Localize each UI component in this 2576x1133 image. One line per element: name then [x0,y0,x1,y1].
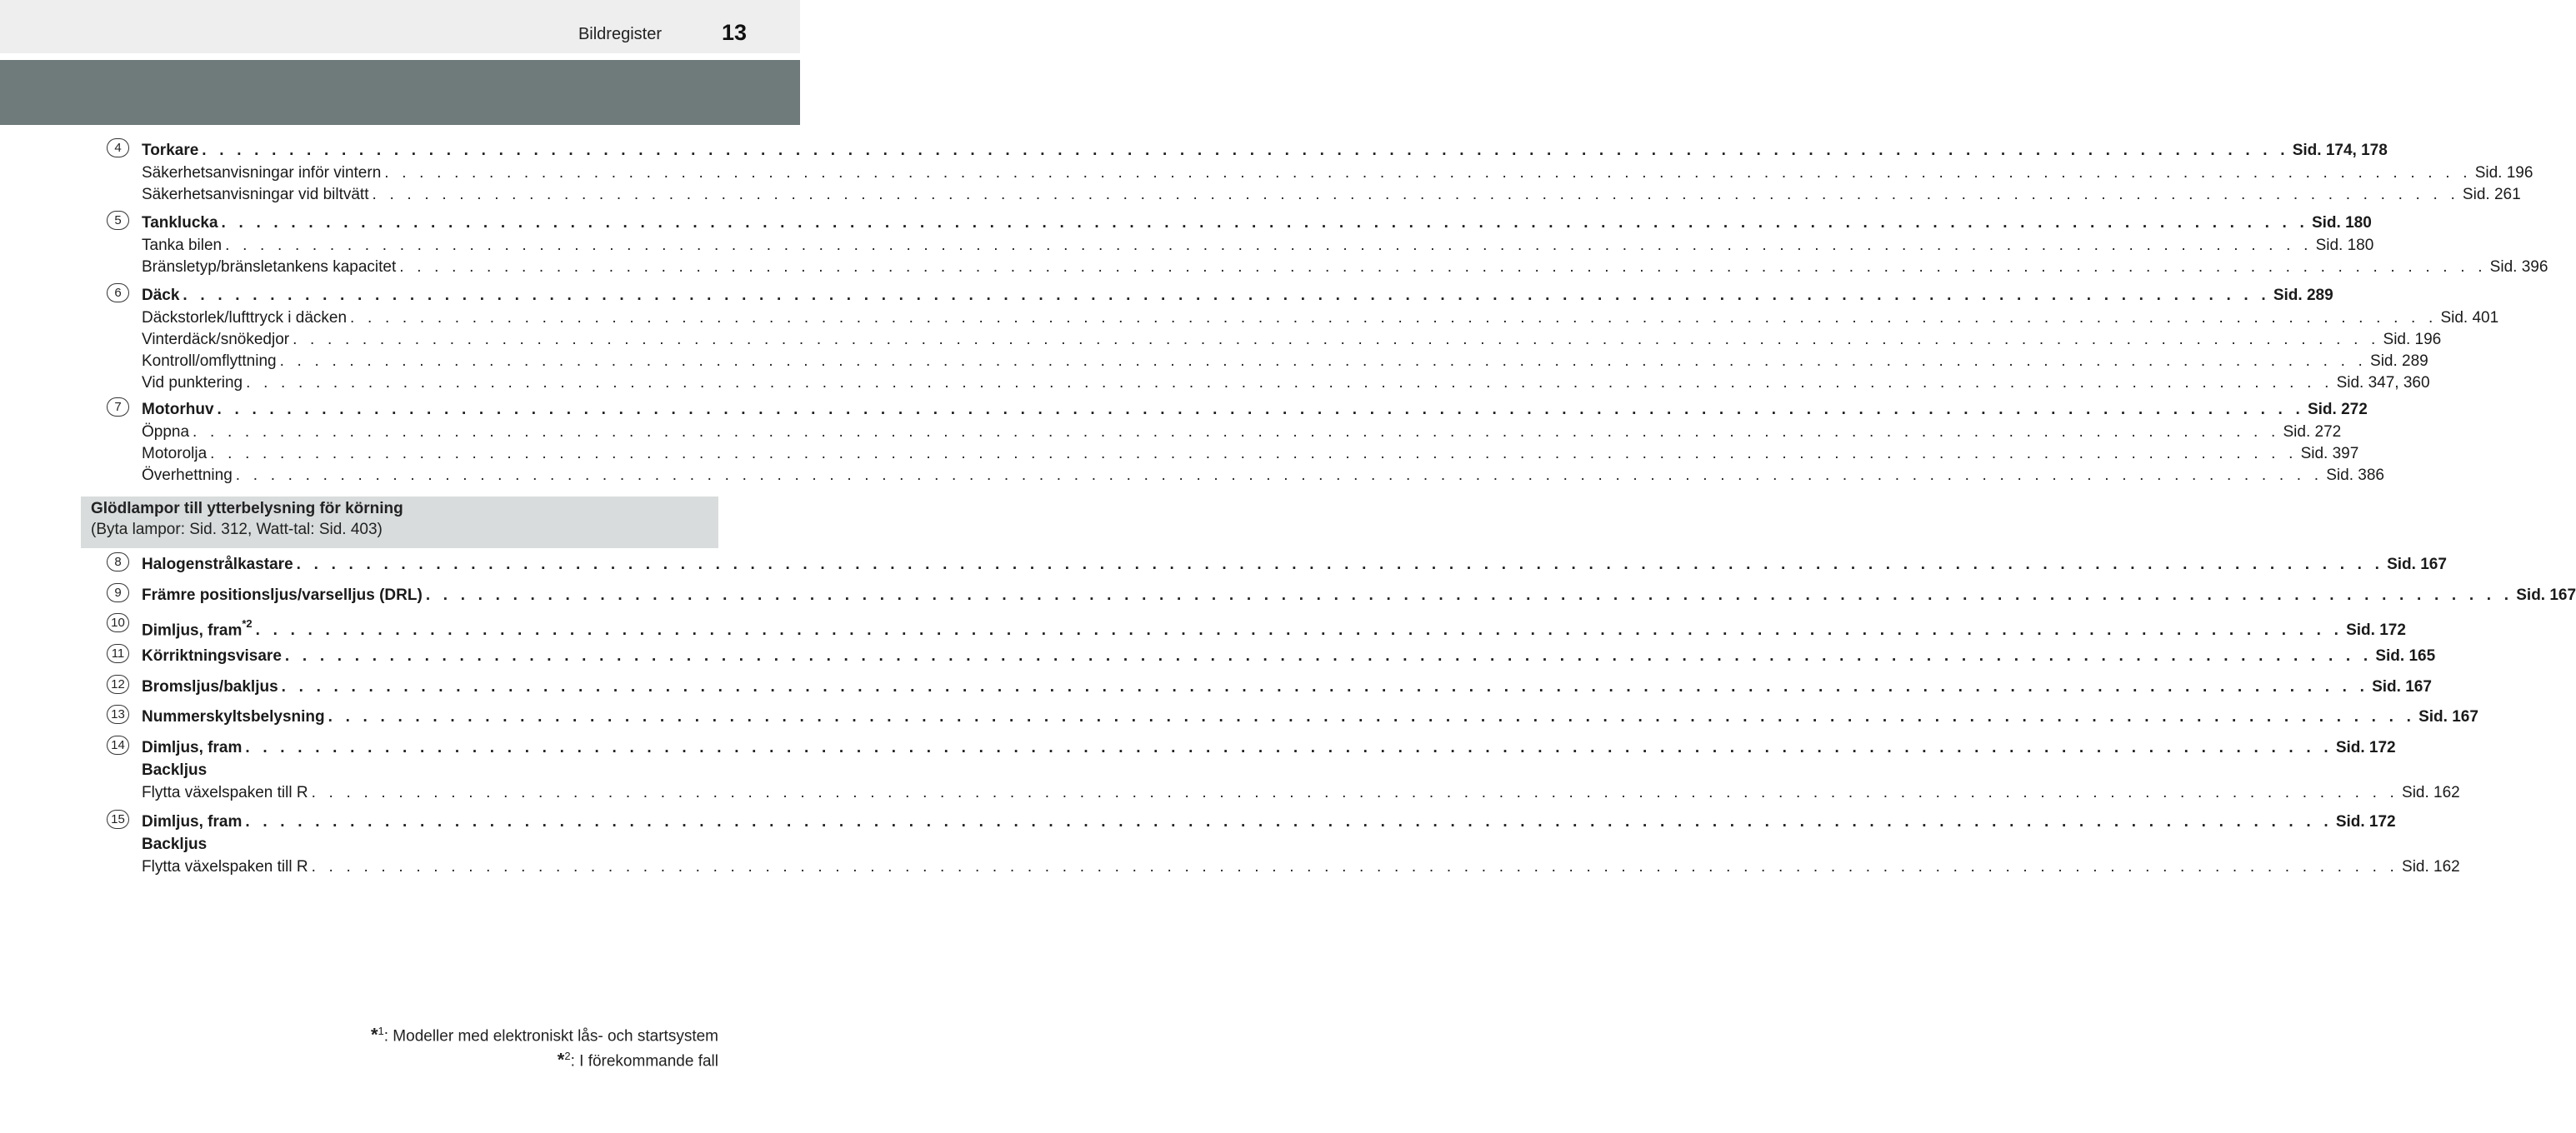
footnote-1 [371,1021,718,1046]
dot-leader: . . . . . . . . . . . . . . . . . . . . . . . . . . . . . . . . . . . . . . . . . . . . . . . . . . . . . . . . . . . . . . . . . . . . . . . . . . . . . . . . . . . . . . . . . . . . . . . . . . . . . . . . . . . . . . . . . . . . . . . . [350,309,2438,327]
entry-label [142,737,242,759]
entry-label [142,706,325,728]
dot-leader: . . . . . . . . . . . . . . . . . . . . . . . . . . . . . . . . . . . . . . . . . . . . . . . . . . . . . . . . . . . . . . . . . . . . . . . . . . . . . . . . . . . . . . . . . . . . . . . . . . . . . . . . . . . . . . . . . . . . . . . . [372,186,2459,203]
entry-label-text: Vid punktering [142,374,243,392]
entry-label [142,285,179,307]
entry-label-text: Motorhuv [142,401,214,418]
dot-leader: . . . . . . . . . . . . . . . . . . . . . . . . . . . . . . . . . . . . . . . . . . . . . . . . . . . . . . . . . . . . . . . . . . . . . . . . . . . . . . . . . . . . . . . . . . . . . . . . . . . . . . . . . . . . . . . . . . . . . . . . [425,586,2513,604]
entry-label [142,184,368,206]
entry-label [142,554,293,576]
dot-leader: . . . . . . . . . . . . . . . . . . . . . . . . . . . . . . . . . . . . . . . . . . . . . . . . . . . . . . . . . . . . . . . . . . . . . . . . . . . . . . . . . . . . . . . . . . . . . . . . . . . . . . . . . . . . . . . . . . . . . . . . [210,445,2298,462]
page-number: 13 [721,20,747,45]
dot-leader: . . . . . . . . . . . . . . . . . . . . . . . . . . . . . . . . . . . . . . . . . . . . . . . . . . . . . . . . . . . . . . . . . . . . . . . . . . . . . . . . . . . . . . . . . . . . . . . . . . . . . . . . . . . . . . . . . . . . . . . . [399,258,2487,276]
dot-leader: . . . . . . . . . . . . . . . . . . . . . . . . . . . . . . . . . . . . . . . . . . . . . . . . . . . . . . . . . . . . . . . . . . . . . . . . . . . . . . . . . . . . . . . . . . . . . . . . . . . . . . . . . . . . . . . . . . . . . . . . [255,621,2343,640]
index-entry[interactable] [142,465,2384,487]
page-header [0,0,800,53]
callout-number-badge: 12 [107,675,129,694]
index-group [107,737,2460,806]
callout-number-badge: 9 [107,583,129,602]
entry-label-text: Säkerhetsanvisningar inför vintern [142,164,382,182]
page-reference: Sid. 289 [2273,287,2333,304]
entry-label-text: Dimljus, fram [142,813,243,831]
footnotes [371,1021,718,1072]
entry-label [142,615,253,641]
entry-label [142,307,347,329]
entry-label-text: Nummerskyltsbelysning [142,708,325,726]
index-group [107,811,2460,880]
entry-label-text: Vinterdäck/snökedjor [142,331,290,348]
entry-label [142,235,222,257]
callout-number-badge: 4 [107,138,129,157]
entry-label-text: Säkerhetsanvisningar vid biltvätt [142,186,369,203]
dot-leader: . . . . . . . . . . . . . . . . . . . . . . . . . . . . . . . . . . . . . . . . . . . . . . . . . . . . . . . . . . . . . . . . . . . . . . . . . . . . . . . . . . . . . . . . . . . . . . . . . . . . . . . . . . . . . . . . . . . . . . . . [281,678,2369,696]
page-reference: Sid. 401 [2440,309,2499,327]
entry-label [142,782,308,804]
index-group [107,140,2533,207]
dot-leader: . . . . . . . . . . . . . . . . . . . . . . . . . . . . . . . . . . . . . . . . . . . . . . . . . . . . . . . . . . . . . . . . . . . . . . . . . . . . . . . . . . . . . . . . . . . . . . . . . . . . . . . . . . . . . . . . . . . . . . . . [279,352,2368,370]
entry-label [142,646,282,667]
page-reference: Sid. 196 [2474,164,2533,182]
index-entry[interactable] [142,329,2442,351]
entry-label-text: Bromsljus/bakljus [142,678,278,696]
footnote-2 [371,1046,718,1071]
entry-label [142,585,423,606]
callout-number-badge: 11 [107,644,129,663]
footnote-sup: 1 [378,1025,384,1037]
entry-label [142,351,277,372]
callout-number-badge: 14 [107,736,129,755]
callout-number-badge: 15 [107,810,129,829]
index-entry[interactable] [142,554,2447,576]
dot-leader: . . . . . . . . . . . . . . . . . . . . . . . . . . . . . . . . . . . . . . . . . . . . . . . . . . . . . . . . . . . . . . . . . . . . . . . . . . . . . . . . . . . . . . . . . . . . . . . . . . . . . . . . . . . . . . . . . . . . . . . . [235,467,2323,484]
index-entry[interactable] [142,162,2533,184]
page-reference: Sid. 167 [2372,678,2432,696]
callout-number-badge: 13 [107,705,129,724]
entry-label-text: Öppna [142,423,190,441]
entry-label-text: Främre positionsljus/varselljus (DRL) [142,586,423,604]
entry-label [142,329,289,351]
entry-label-text: Körriktningsvisare [142,647,282,665]
illustration-banner [0,60,800,125]
entry-label [142,811,242,833]
index-group [107,646,2436,669]
index-entry[interactable] [142,307,2499,329]
entry-label [142,465,233,487]
lamp-section-heading: Glödlampor till ytterbelysning för körning [91,500,403,517]
entry-label-text: Backljus [142,836,208,853]
index-entry[interactable] [142,585,2576,606]
page-reference: Sid. 272 [2307,401,2368,418]
page-reference: Sid. 174, 178 [2292,142,2388,159]
index-entry[interactable] [142,399,2368,421]
index-group [107,554,2447,577]
index-entry[interactable] [142,184,2521,206]
entry-label-text: Flytta växelspaken till R [142,858,308,876]
index-entry[interactable] [142,834,687,856]
dot-leader: . . . . . . . . . . . . . . . . . . . . . . . . . . . . . . . . . . . . . . . . . . . . . . . . . . . . . . . . . . . . . . . . . . . . . . . . . . . . . . . . . . . . . . . . . . . . . . . . . . . . . . . . . . . . . . . . . . . . . . . . [311,784,2399,801]
index-group [107,585,2576,608]
dot-leader: . . . . . . . . . . . . . . . . . . . . . . . . . . . . . . . . . . . . . . . . . . . . . . . . . . . . . . . . . . . . . . . . . . . . . . . . . . . . . . . . . . . . . . . . . . . . . . . . . . . . . . . . . . . . . . . . . . . . . . . . [293,331,2380,348]
entry-label-text: Tanka bilen [142,237,223,254]
page-reference: Sid. 180 [2311,214,2372,232]
callout-number-badge: 5 [107,211,129,230]
entry-label-text: Däckstorlek/lufttryck i däcken [142,309,348,327]
entry-label [142,836,207,853]
dot-leader: . . . . . . . . . . . . . . . . . . . . . . . . . . . . . . . . . . . . . . . . . . . . . . . . . . . . . . . . . . . . . . . . . . . . . . . . . . . . . . . . . . . . . . . . . . . . . . . . . . . . . . . . . . . . . . . . . . . . . . . . [202,142,2289,159]
page-reference: Sid. 396 [2489,258,2548,276]
index-entry[interactable] [142,257,2548,278]
index-group [107,212,2548,280]
entry-label-text: Torkare [142,142,199,159]
dot-leader: . . . . . . . . . . . . . . . . . . . . . . . . . . . . . . . . . . . . . . . . . . . . . . . . . . . . . . . . . . . . . . . . . . . . . . . . . . . . . . . . . . . . . . . . . . . . . . . . . . . . . . . . . . . . . . . . . . . . . . . . [296,556,2384,573]
dot-leader: . . . . . . . . . . . . . . . . . . . . . . . . . . . . . . . . . . . . . . . . . . . . . . . . . . . . . . . . . . . . . . . . . . . . . . . . . . . . . . . . . . . . . . . . . . . . . . . . . . . . . . . . . . . . . . . . . . . . . . . . [246,374,2333,392]
dot-leader: . . . . . . . . . . . . . . . . . . . . . . . . . . . . . . . . . . . . . . . . . . . . . . . . . . . . . . . . . . . . . . . . . . . . . . . . . . . . . . . . . . . . . . . . . . . . . . . . . . . . . . . . . . . . . . . . . . . . . . . . [217,401,2304,418]
page-reference: Sid. 261 [2462,186,2521,203]
index-group [107,285,2499,396]
index-entry[interactable] [142,782,2460,804]
section-title: Bildregister [578,25,662,43]
dot-leader: . . . . . . . . . . . . . . . . . . . . . . . . . . . . . . . . . . . . . . . . . . . . . . . . . . . . . . . . . . . . . . . . . . . . . . . . . . . . . . . . . . . . . . . . . . . . . . . . . . . . . . . . . . . . . . . . . . . . . . . . [284,647,2373,665]
index-entry[interactable] [142,443,2359,465]
entry-label [142,140,198,162]
entry-label-text: Halogenstrålkastare [142,556,293,573]
footnote-mark: * [370,1024,378,1046]
index-entry[interactable] [142,285,2333,307]
page-reference: Sid. 167 [2516,586,2576,604]
entry-label [142,422,189,443]
index-group [107,676,2432,700]
dot-leader: . . . . . . . . . . . . . . . . . . . . . . . . . . . . . . . . . . . . . . . . . . . . . . . . . . . . . . . . . . . . . . . . . . . . . . . . . . . . . . . . . . . . . . . . . . . . . . . . . . . . . . . . . . . . . . . . . . . . . . . . [183,287,2270,304]
entry-label-text: Backljus [142,761,208,779]
entry-label [142,257,396,278]
entry-label [142,399,214,421]
page-reference: Sid. 180 [2315,237,2374,254]
page-reference: Sid. 162 [2402,784,2460,801]
footnote-text: : I förekommande fall [570,1052,718,1071]
entry-label-text: Flytta växelspaken till R [142,784,308,801]
index-group [107,706,2478,730]
entry-label [142,372,243,394]
entry-label-text: Överhettning [142,467,233,484]
entry-label [142,212,218,234]
page-reference: Sid. 397 [2300,445,2359,462]
page-reference: Sid. 386 [2326,467,2384,484]
entry-label-text: Däck [142,287,180,304]
index-entry[interactable] [142,615,2406,640]
index-entry[interactable] [142,646,2436,667]
entry-label-text: Dimljus, fram [142,739,243,756]
entry-label-text: Tanklucka [142,214,218,232]
index-entry[interactable] [142,212,2372,234]
callout-number-badge: 6 [107,283,129,302]
dot-leader: . . . . . . . . . . . . . . . . . . . . . . . . . . . . . . . . . . . . . . . . . . . . . . . . . . . . . . . . . . . . . . . . . . . . . . . . . . . . . . . . . . . . . . . . . . . . . . . . . . . . . . . . . . . . . . . . . . . . . . . . [245,739,2333,756]
index-entry[interactable] [142,737,2396,759]
page-reference: Sid. 167 [2418,708,2478,726]
index-entry[interactable] [142,706,2478,728]
entry-label [142,162,381,184]
page-reference: Sid. 172 [2335,739,2396,756]
index-entry[interactable] [142,856,2460,878]
page-reference: Sid. 172 [2346,621,2406,640]
dot-leader: . . . . . . . . . . . . . . . . . . . . . . . . . . . . . . . . . . . . . . . . . . . . . . . . . . . . . . . . . . . . . . . . . . . . . . . . . . . . . . . . . . . . . . . . . . . . . . . . . . . . . . . . . . . . . . . . . . . . . . . . [328,708,2416,726]
index-group [107,615,2406,640]
index-group [107,399,2384,488]
index-entry[interactable] [142,235,2374,257]
lamp-section-subheading: (Byta lampor: Sid. 312, Watt-tal: Sid. 403) [91,521,383,538]
dot-leader: . . . . . . . . . . . . . . . . . . . . . . . . . . . . . . . . . . . . . . . . . . . . . . . . . . . . . . . . . . . . . . . . . . . . . . . . . . . . . . . . . . . . . . . . . . . . . . . . . . . . . . . . . . . . . . . . . . . . . . . . [225,237,2313,254]
entry-label [142,856,308,878]
index-entry[interactable] [142,760,687,781]
entry-label [142,676,278,698]
entry-label-text: Kontroll/omflyttning [142,352,277,370]
page-reference: Sid. 167 [2387,556,2447,573]
dot-leader: . . . . . . . . . . . . . . . . . . . . . . . . . . . . . . . . . . . . . . . . . . . . . . . . . . . . . . . . . . . . . . . . . . . . . . . . . . . . . . . . . . . . . . . . . . . . . . . . . . . . . . . . . . . . . . . . . . . . . . . . [221,214,2308,232]
page-reference: Sid. 162 [2402,858,2460,876]
lamp-section-header [81,497,718,548]
page-reference: Sid. 165 [2375,647,2436,665]
page-reference: Sid. 196 [2383,331,2442,348]
footnote-sup: 2 [564,1050,571,1063]
page-reference: Sid. 272 [2283,423,2342,441]
index-entry[interactable] [142,811,2396,833]
index-entry[interactable] [142,676,2432,698]
index-entry[interactable] [142,351,2428,372]
entry-label [142,761,207,779]
index-entry[interactable] [142,422,2342,443]
dot-leader: . . . . . . . . . . . . . . . . . . . . . . . . . . . . . . . . . . . . . . . . . . . . . . . . . . . . . . . . . . . . . . . . . . . . . . . . . . . . . . . . . . . . . . . . . . . . . . . . . . . . . . . . . . . . . . . . . . . . . . . . [311,858,2399,876]
callout-number-badge: 7 [107,397,129,417]
index-entry[interactable] [142,140,2388,162]
entry-label-text: Motorolja [142,445,208,462]
page-reference: Sid. 347, 360 [2336,374,2430,392]
entry-label-text: Bränsletyp/bränsletankens kapacitet [142,258,397,276]
footnote-reference: *2 [242,617,253,630]
dot-leader: . . . . . . . . . . . . . . . . . . . . . . . . . . . . . . . . . . . . . . . . . . . . . . . . . . . . . . . . . . . . . . . . . . . . . . . . . . . . . . . . . . . . . . . . . . . . . . . . . . . . . . . . . . . . . . . . . . . . . . . . [193,423,2280,441]
page-reference: Sid. 289 [2370,352,2428,370]
dot-leader: . . . . . . . . . . . . . . . . . . . . . . . . . . . . . . . . . . . . . . . . . . . . . . . . . . . . . . . . . . . . . . . . . . . . . . . . . . . . . . . . . . . . . . . . . . . . . . . . . . . . . . . . . . . . . . . . . . . . . . . . [384,164,2472,182]
callout-number-badge: 10 [107,613,129,632]
entry-label-text: Dimljus, fram [142,621,243,640]
index-entry[interactable] [142,372,2430,394]
callout-number-badge: 8 [107,552,129,571]
page-reference: Sid. 172 [2335,813,2396,831]
footnote-text: : Modeller med elektroniskt lås- och startsystem [383,1027,718,1046]
entry-label [142,443,207,465]
dot-leader: . . . . . . . . . . . . . . . . . . . . . . . . . . . . . . . . . . . . . . . . . . . . . . . . . . . . . . . . . . . . . . . . . . . . . . . . . . . . . . . . . . . . . . . . . . . . . . . . . . . . . . . . . . . . . . . . . . . . . . . . [245,813,2333,831]
footnote-mark: * [557,1049,565,1071]
